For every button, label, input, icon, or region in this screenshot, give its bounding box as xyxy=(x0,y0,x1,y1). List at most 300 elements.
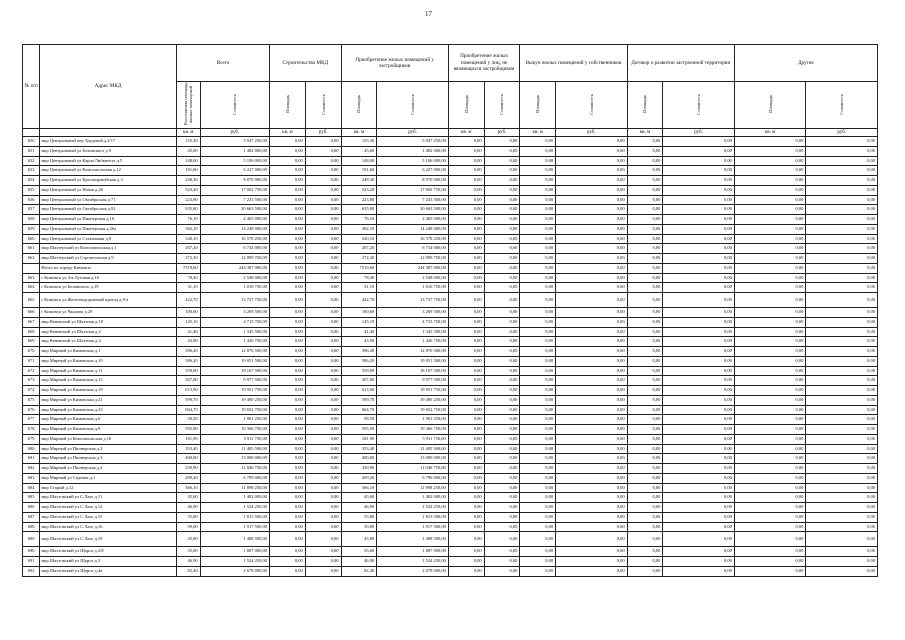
table-row xyxy=(23,254,878,264)
table-row xyxy=(23,557,878,567)
row-contract-area: 0,00 xyxy=(627,137,663,147)
row-contract-area: 0,00 xyxy=(627,254,663,264)
row-construction-cost: 0,00 xyxy=(305,327,341,337)
table-row xyxy=(23,473,878,483)
row-construction-cost: 0,00 xyxy=(305,185,341,195)
row-other-cost: 0,00 xyxy=(806,137,878,147)
row-other-area: 0,00 xyxy=(734,376,806,386)
row-contract-cost: 0,00 xyxy=(663,195,735,205)
row-total-area: 145,10 xyxy=(176,317,200,327)
row-other-cost: 0,00 xyxy=(806,166,878,176)
row-construction-cost: 0,00 xyxy=(305,405,341,415)
row-number: 658 xyxy=(23,215,40,225)
row-total-cost: 13 000 000,00 xyxy=(200,454,269,464)
table-row xyxy=(23,308,878,318)
row-purchase-dev-area: 148,00 xyxy=(341,156,377,166)
row-total-cost: 1 488 500,00 xyxy=(200,532,269,547)
row-total-area: 209,20 xyxy=(176,473,200,483)
row-total-cost: 19 652 750,00 xyxy=(200,405,269,415)
row-address: мкр Шахтерский ул Строительная д.9 xyxy=(40,254,177,264)
row-address: г Кимовск ул Железнодорожный проезд д.9-а xyxy=(40,293,177,308)
row-buyout-area: 0,00 xyxy=(520,557,556,567)
row-construction-cost: 0,00 xyxy=(305,386,341,396)
row-total-cost: 1 901 250,00 xyxy=(200,415,269,425)
row-buyout-cost: 0,00 xyxy=(556,327,628,337)
row-purchase-oth-area: 0,00 xyxy=(448,137,484,147)
header-other: Другие xyxy=(734,45,877,82)
row-purchase-oth-area: 0,00 xyxy=(448,317,484,327)
row-purchase-oth-area: 0,00 xyxy=(448,566,484,576)
row-other-area: 0,00 xyxy=(734,522,806,532)
row-construction-area: 0,00 xyxy=(270,425,306,435)
row-contract-cost: 0,00 xyxy=(663,464,735,474)
row-address: мкр Мирный ул Кимовская д.8 xyxy=(40,425,177,435)
row-total-area: 41,40 xyxy=(176,327,200,337)
row-number: 670 xyxy=(23,347,40,357)
row-buyout-area: 0,00 xyxy=(520,293,556,308)
row-buyout-area: 0,00 xyxy=(520,215,556,225)
row-other-area: 0,00 xyxy=(734,473,806,483)
row-total-cost: 1 917 500,00 xyxy=(200,522,269,532)
row-buyout-cost: 0,00 xyxy=(556,473,628,483)
row-number: 653 xyxy=(23,166,40,176)
header-construction-area: Площадь xyxy=(284,95,290,114)
row-total-area: 45,80 xyxy=(176,532,200,547)
row-construction-cost: 0,00 xyxy=(305,273,341,283)
row-other-cost: 0,00 xyxy=(806,224,878,234)
row-total-cost: 16 578 250,00 xyxy=(200,234,269,244)
row-purchase-oth-area: 0,00 xyxy=(448,224,484,234)
row-total-cost: 6 734 000,00 xyxy=(200,244,269,254)
row-address: мкр Мирный ул Кимовская д.13 xyxy=(40,376,177,386)
units-row xyxy=(23,129,878,137)
row-construction-area: 0,00 xyxy=(270,234,306,244)
row-purchase-dev-area: 604,70 xyxy=(341,405,377,415)
row-purchase-dev-area: 209,20 xyxy=(341,473,377,483)
header-total: Всего xyxy=(176,45,269,82)
row-construction-area: 0,00 xyxy=(270,376,306,386)
header-buyout-area: Площадь xyxy=(535,95,541,114)
row-construction-cost: 0,00 xyxy=(305,317,341,327)
row-number: 673 xyxy=(23,376,40,386)
row-contract-area: 0,00 xyxy=(627,156,663,166)
row-other-area: 0,00 xyxy=(734,444,806,454)
row-purchase-dev-area: 82,40 xyxy=(341,566,377,576)
row-contract-area: 0,00 xyxy=(627,547,663,557)
row-construction-area: 0,00 xyxy=(270,557,306,567)
row-purchase-dev-cost: 19 490 250,00 xyxy=(377,395,449,405)
row-contract-area: 0,00 xyxy=(627,263,663,273)
row-purchase-dev-cost: 19 652 750,00 xyxy=(377,405,449,415)
table-total-row xyxy=(23,263,878,273)
row-purchase-dev-cost: 3 269 500,00 xyxy=(377,308,449,318)
table-body xyxy=(23,137,878,577)
row-purchase-dev-area: 223,80 xyxy=(341,195,377,205)
row-purchase-dev-area: 635,80 xyxy=(341,205,377,215)
row-contract-cost: 0,00 xyxy=(663,176,735,186)
row-construction-area: 0,00 xyxy=(270,317,306,327)
row-contract-area: 0,00 xyxy=(627,215,663,225)
row-total-cost: 12 876 500,00 xyxy=(200,347,269,357)
row-other-area: 0,00 xyxy=(734,205,806,215)
row-address: мкр Шахтовский ул Щорса д.2/8 xyxy=(40,547,177,557)
row-purchase-oth-area: 0,00 xyxy=(448,454,484,464)
row-number: 662 xyxy=(23,254,40,264)
row-contract-area: 0,00 xyxy=(627,395,663,405)
row-buyout-area: 0,00 xyxy=(520,308,556,318)
row-total-area: 339,90 xyxy=(176,464,200,474)
row-other-area: 0,00 xyxy=(734,185,806,195)
row-buyout-area: 0,00 xyxy=(520,405,556,415)
row-buyout-area: 0,00 xyxy=(520,415,556,425)
row-total-cost: 1 813 500,00 xyxy=(200,512,269,522)
row-purchase-oth-cost: 0,00 xyxy=(484,425,520,435)
row-construction-cost: 0,00 xyxy=(305,308,341,318)
row-contract-cost: 0,00 xyxy=(663,347,735,357)
row-contract-cost: 0,00 xyxy=(663,483,735,493)
row-construction-area: 0,00 xyxy=(270,308,306,318)
row-contract-area: 0,00 xyxy=(627,327,663,337)
row-construction-cost: 0,00 xyxy=(305,146,341,156)
row-purchase-oth-area: 0,00 xyxy=(448,293,484,308)
table-row xyxy=(23,166,878,176)
row-construction-area: 0,00 xyxy=(270,347,306,357)
row-total-area: 559,00 xyxy=(176,366,200,376)
row-contract-cost: 0,00 xyxy=(663,454,735,464)
row-purchase-dev-area: 45,80 xyxy=(341,532,377,547)
row-construction-area: 0,00 xyxy=(270,166,306,176)
row-address: мкр Мирный ул Пионерская д.4 xyxy=(40,464,177,474)
row-purchase-dev-area: 353,40 xyxy=(341,444,377,454)
row-purchase-oth-area: 0,00 xyxy=(448,522,484,532)
row-purchase-oth-cost: 0,00 xyxy=(484,273,520,283)
row-purchase-oth-area: 0,00 xyxy=(448,434,484,444)
row-construction-area: 0,00 xyxy=(270,156,306,166)
table-row xyxy=(23,176,878,186)
row-purchase-dev-cost: 18 167 500,00 xyxy=(377,366,449,376)
row-contract-cost: 0,00 xyxy=(663,166,735,176)
row-number: 651 xyxy=(23,146,40,156)
unit-rub: руб. xyxy=(806,129,878,137)
row-contract-cost: 0,00 xyxy=(663,224,735,234)
row-purchase-oth-cost: 0,00 xyxy=(484,405,520,415)
row-address: мкр Мирный ул Садовая д.1 xyxy=(40,473,177,483)
header-other-area: Площадь xyxy=(767,95,773,114)
row-total-area: 45,60 xyxy=(176,493,200,503)
row-purchase-oth-area: 0,00 xyxy=(448,244,484,254)
row-other-cost: 0,00 xyxy=(806,512,878,522)
row-purchase-dev-cost: 17 002 750,00 xyxy=(377,185,449,195)
row-other-area: 0,00 xyxy=(734,195,806,205)
row-purchase-dev-cost: 11 485 500,00 xyxy=(377,444,449,454)
row-purchase-oth-area: 0,00 xyxy=(448,464,484,474)
row-buyout-cost: 0,00 xyxy=(556,532,628,547)
row-number: 661 xyxy=(23,244,40,254)
row-address: мкр Мирный ул Кимовская д.11 xyxy=(40,366,177,376)
row-address: мкр Шахтовский ул С.Лазо д.12 xyxy=(40,503,177,513)
row-buyout-cost: 0,00 xyxy=(556,146,628,156)
row-purchase-oth-cost: 0,00 xyxy=(484,166,520,176)
row-construction-area: 0,00 xyxy=(270,195,306,205)
row-buyout-cost: 0,00 xyxy=(556,376,628,386)
row-buyout-cost: 0,00 xyxy=(556,205,628,215)
table-row xyxy=(23,215,878,225)
row-number: 671 xyxy=(23,356,40,366)
row-construction-area: 0,00 xyxy=(270,244,306,254)
row-number: 690 xyxy=(23,547,40,557)
row-buyout-cost: 0,00 xyxy=(556,415,628,425)
row-number xyxy=(23,263,40,273)
row-address: мкр Центральный ул Красноармейская д.3 xyxy=(40,176,177,186)
row-purchase-dev-area: 55,80 xyxy=(341,512,377,522)
row-number: 657 xyxy=(23,205,40,215)
row-number: 679 xyxy=(23,434,40,444)
unit-sqm: кв. м xyxy=(176,129,200,137)
row-construction-area: 0,00 xyxy=(270,483,306,493)
row-number: 668 xyxy=(23,327,40,337)
row-purchase-dev-cost: 12 099 750,00 xyxy=(377,254,449,264)
row-buyout-area: 0,00 xyxy=(520,566,556,576)
row-buyout-area: 0,00 xyxy=(520,444,556,454)
row-purchase-dev-area: 207,20 xyxy=(341,244,377,254)
row-address: мкр Центральный ул Пионерская д.26а xyxy=(40,224,177,234)
row-other-area: 0,00 xyxy=(734,434,806,444)
row-total-area: 46,90 xyxy=(176,503,200,513)
row-number: 675 xyxy=(23,395,40,405)
row-construction-area: 0,00 xyxy=(270,493,306,503)
row-buyout-area: 0,00 xyxy=(520,425,556,435)
row-total-area: 396,20 xyxy=(176,347,200,357)
row-other-cost: 0,00 xyxy=(806,244,878,254)
row-purchase-oth-cost: 0,00 xyxy=(484,308,520,318)
row-purchase-dev-cost: 1 482 000,00 xyxy=(377,146,449,156)
table-row xyxy=(23,366,878,376)
header-contract-cost: Стоимость xyxy=(696,93,702,115)
row-address: мкр Веневский ул Шахтная д.2 xyxy=(40,327,177,337)
row-other-area: 0,00 xyxy=(734,254,806,264)
row-buyout-area: 0,00 xyxy=(520,356,556,366)
row-total-cost: 6 227 000,00 xyxy=(200,166,269,176)
row-buyout-cost: 0,00 xyxy=(556,215,628,225)
row-buyout-cost: 0,00 xyxy=(556,366,628,376)
table-row xyxy=(23,434,878,444)
row-contract-area: 0,00 xyxy=(627,224,663,234)
row-buyout-cost: 0,00 xyxy=(556,347,628,357)
row-contract-area: 0,00 xyxy=(627,425,663,435)
row-purchase-dev-cost: 14 248 000,00 xyxy=(377,224,449,234)
row-construction-cost: 0,00 xyxy=(305,557,341,567)
table-row xyxy=(23,185,878,195)
row-other-area: 0,00 xyxy=(734,386,806,396)
row-other-cost: 0,00 xyxy=(806,405,878,415)
row-buyout-cost: 0,00 xyxy=(556,273,628,283)
row-total-cost: 1 010 750,00 xyxy=(200,283,269,293)
row-purchase-dev-area: 100,60 xyxy=(341,308,377,318)
row-address: мкр Веневский ул Шахтная д.4 xyxy=(40,337,177,347)
row-purchase-oth-cost: 0,00 xyxy=(484,454,520,464)
unit-sqm: кв. м xyxy=(270,129,306,137)
row-other-area: 0,00 xyxy=(734,293,806,308)
row-other-area: 0,00 xyxy=(734,366,806,376)
row-other-area: 0,00 xyxy=(734,483,806,493)
row-other-area: 0,00 xyxy=(734,464,806,474)
row-total-cost: 19 051 500,00 xyxy=(200,356,269,366)
row-buyout-cost: 0,00 xyxy=(556,337,628,347)
row-other-cost: 0,00 xyxy=(806,376,878,386)
row-address: мкр Мирный ул Кимовская д.23 xyxy=(40,405,177,415)
table-row xyxy=(23,244,878,254)
row-total-cost: 19 366 750,00 xyxy=(200,425,269,435)
row-total-cost: 1 524 250,00 xyxy=(200,503,269,513)
row-contract-cost: 0,00 xyxy=(663,493,735,503)
row-purchase-dev-cost: 19 951 750,00 xyxy=(377,386,449,396)
row-construction-area: 0,00 xyxy=(270,137,306,147)
row-buyout-area: 0,00 xyxy=(520,224,556,234)
row-purchase-oth-cost: 0,00 xyxy=(484,415,520,425)
row-other-cost: 0,00 xyxy=(806,308,878,318)
row-buyout-area: 0,00 xyxy=(520,347,556,357)
table-row xyxy=(23,547,878,557)
row-buyout-cost: 0,00 xyxy=(556,503,628,513)
header-purchase-dev-area: Площадь xyxy=(356,95,362,114)
row-purchase-dev-area: 58,50 xyxy=(341,415,377,425)
row-purchase-oth-cost: 0,00 xyxy=(484,532,520,547)
row-purchase-dev-cost: 1 488 500,00 xyxy=(377,532,449,547)
row-purchase-oth-cost: 0,00 xyxy=(484,263,520,273)
row-purchase-dev-area: 586,20 xyxy=(341,356,377,366)
row-construction-cost: 0,00 xyxy=(305,444,341,454)
row-other-cost: 0,00 xyxy=(806,454,878,464)
row-contract-cost: 0,00 xyxy=(663,283,735,293)
row-buyout-cost: 0,00 xyxy=(556,166,628,176)
row-total-cost: 11 485 500,00 xyxy=(200,444,269,454)
row-construction-area: 0,00 xyxy=(270,454,306,464)
row-purchase-oth-cost: 0,00 xyxy=(484,483,520,493)
row-purchase-oth-area: 0,00 xyxy=(448,532,484,547)
header-buyout-cost: Стоимость xyxy=(588,93,594,115)
row-contract-cost: 0,00 xyxy=(663,234,735,244)
row-buyout-cost: 0,00 xyxy=(556,444,628,454)
row-other-area: 0,00 xyxy=(734,224,806,234)
row-purchase-oth-area: 0,00 xyxy=(448,273,484,283)
row-purchase-dev-cost: 11 046 750,00 xyxy=(377,464,449,474)
table-row xyxy=(23,205,878,215)
row-purchase-dev-area: 559,00 xyxy=(341,366,377,376)
row-other-cost: 0,00 xyxy=(806,205,878,215)
row-purchase-dev-area: 7519,60 xyxy=(341,263,377,273)
row-buyout-cost: 0,00 xyxy=(556,137,628,147)
row-other-cost: 0,00 xyxy=(806,425,878,435)
row-purchase-dev-cost: 7 233 500,00 xyxy=(377,195,449,205)
table-row xyxy=(23,195,878,205)
row-purchase-oth-area: 0,00 xyxy=(448,156,484,166)
row-other-cost: 0,00 xyxy=(806,434,878,444)
row-purchase-oth-area: 0,00 xyxy=(448,234,484,244)
row-contract-area: 0,00 xyxy=(627,376,663,386)
row-total-cost: 19 951 750,00 xyxy=(200,386,269,396)
row-purchase-oth-cost: 0,00 xyxy=(484,444,520,454)
row-contract-area: 0,00 xyxy=(627,185,663,195)
table-row xyxy=(23,356,878,366)
row-purchase-oth-area: 0,00 xyxy=(448,386,484,396)
row-other-area: 0,00 xyxy=(734,176,806,186)
table-row xyxy=(23,532,878,547)
row-total-area: 191,60 xyxy=(176,166,200,176)
row-total-area: 223,80 xyxy=(176,195,200,205)
row-other-area: 0,00 xyxy=(734,337,806,347)
row-buyout-cost: 0,00 xyxy=(556,156,628,166)
unit-rub: руб. xyxy=(305,129,341,137)
row-other-area: 0,00 xyxy=(734,244,806,254)
row-total-cost: 7 233 500,00 xyxy=(200,195,269,205)
row-buyout-area: 0,00 xyxy=(520,386,556,396)
row-purchase-oth-area: 0,00 xyxy=(448,176,484,186)
row-purchase-oth-cost: 0,00 xyxy=(484,512,520,522)
row-purchase-oth-cost: 0,00 xyxy=(484,156,520,166)
row-buyout-area: 0,00 xyxy=(520,195,556,205)
row-total-area: 307,00 xyxy=(176,376,200,386)
table-row xyxy=(23,376,878,386)
row-contract-cost: 0,00 xyxy=(663,293,735,308)
table-row xyxy=(23,234,878,244)
row-contract-area: 0,00 xyxy=(627,483,663,493)
row-address: мкр Мирный ул Пионерская д.3 xyxy=(40,454,177,464)
row-contract-area: 0,00 xyxy=(627,347,663,357)
row-buyout-area: 0,00 xyxy=(520,522,556,532)
row-other-area: 0,00 xyxy=(734,415,806,425)
row-construction-area: 0,00 xyxy=(270,532,306,547)
row-purchase-oth-cost: 0,00 xyxy=(484,185,520,195)
row-contract-cost: 0,00 xyxy=(663,425,735,435)
row-purchase-oth-cost: 0,00 xyxy=(484,356,520,366)
row-construction-area: 0,00 xyxy=(270,185,306,195)
row-purchase-dev-cost: 1 524 250,00 xyxy=(377,557,449,567)
row-number: 683 xyxy=(23,473,40,483)
row-purchase-dev-cost: 8 070 000,00 xyxy=(377,176,449,186)
unit-rub: руб. xyxy=(556,129,628,137)
row-total-area: 248,30 xyxy=(176,176,200,186)
header-total-area: Расселяемая площадь жилых помещений xyxy=(183,83,194,126)
row-construction-cost: 0,00 xyxy=(305,425,341,435)
row-purchase-oth-area: 0,00 xyxy=(448,557,484,567)
row-other-area: 0,00 xyxy=(734,215,806,225)
row-contract-area: 0,00 xyxy=(627,176,663,186)
row-purchase-oth-cost: 0,00 xyxy=(484,146,520,156)
row-purchase-dev-cost: 1 426 750,00 xyxy=(377,337,449,347)
row-number: 655 xyxy=(23,185,40,195)
row-number: 667 xyxy=(23,317,40,327)
row-address: мкр Центральный ул Карла Либкнехта д.5 xyxy=(40,156,177,166)
row-buyout-area: 0,00 xyxy=(520,176,556,186)
row-other-area: 0,00 xyxy=(734,327,806,337)
row-contract-area: 0,00 xyxy=(627,308,663,318)
row-buyout-cost: 0,00 xyxy=(556,425,628,435)
row-construction-cost: 0,00 xyxy=(305,434,341,444)
row-other-cost: 0,00 xyxy=(806,337,878,347)
row-purchase-oth-area: 0,00 xyxy=(448,254,484,264)
row-purchase-oth-area: 0,00 xyxy=(448,473,484,483)
row-construction-cost: 0,00 xyxy=(305,356,341,366)
unit-rub: руб. xyxy=(200,129,269,137)
row-number: 685 xyxy=(23,493,40,503)
row-purchase-dev-area: 59,00 xyxy=(341,522,377,532)
row-contract-cost: 0,00 xyxy=(663,415,735,425)
row-total-area: 635,80 xyxy=(176,205,200,215)
row-total-cost: 1 482 000,00 xyxy=(200,146,269,156)
row-buyout-cost: 0,00 xyxy=(556,308,628,318)
row-buyout-area: 0,00 xyxy=(520,205,556,215)
row-contract-area: 0,00 xyxy=(627,386,663,396)
